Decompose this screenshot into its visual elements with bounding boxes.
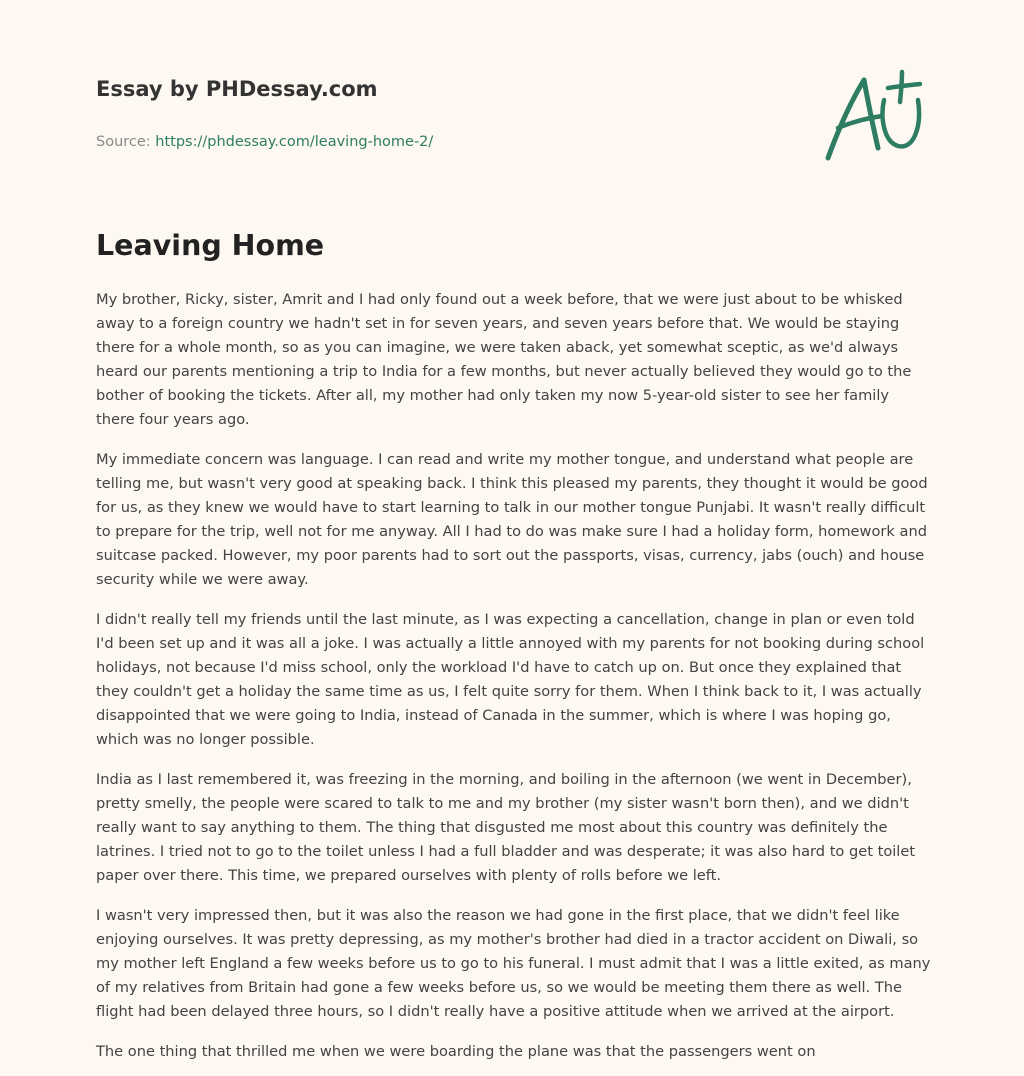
site-title: Essay by PHDessay.com <box>96 77 378 101</box>
essay-paragraph: I wasn't very impressed then, but it was also the reason we had gone in the first place, that we didn't feel like enjoying ourselves. It was pretty depressing, as my mother's brother had died in a tractor accident on Diwali, so my mother left England a few weeks before us to go to his funeral. I must admit that I was a little exited, as many of my relatives from Britain had gone a few weeks before us, so we would be meeting them there as well. The flight had been delayed three hours, so I didn't really have a positive attitude when we arrived at the airport. <box>96 907 931 1020</box>
source-line <box>96 132 796 152</box>
a-plus-grade-icon <box>818 66 930 166</box>
essay-paragraph: I didn't really tell my friends until the last minute, as I was expecting a cancellation, change in plan or even told I'd been set up and it was all a joke. I was actually a little annoyed with my parents for not booking during school holidays, not because I'd miss school, only the workload I'd have to catch up on. But once they explained that they couldn't get a holiday the same time as us, I felt quite sorry for them. When I think back to it, I was actually disappointed that we were going to India, instead of Canada in the summer, which is where I was hoping go, which was no longer possible. <box>96 611 925 748</box>
essay-paragraph: My brother, Ricky, sister, Amrit and I had only found out a week before, that we were just about to be whisked away to a foreign country we hadn't set in for seven years, and seven years before that. We would be staying there for a whole month, so as you can imagine, we were taken aback, yet somewhat sceptic, as we'd always heard our parents mentioning a trip to India for a few months, but never actually believed they would go to the bother of booking the tickets. After all, my mother had only taken my now 5-year-old sister to see her family there four years ago. <box>96 291 912 428</box>
essay-paragraph: India as I last remembered it, was freezing in the morning, and boiling in the afternoon (we went in December), pretty smelly, the people were scared to talk to me and my brother (my sister wasn't born then), and we didn't really want to say anything to them. The thing that disgusted me most about this country was definitely the latrines. I tried not to go to the toilet unless I had a full bladder and was desperate; it was also hard to get toilet paper over there. This time, we prepared ourselves with plenty of rolls before we left. <box>96 771 916 884</box>
source-link[interactable]: https://phdessay.com/leaving-home-2/ <box>155 134 434 150</box>
essay-content <box>96 226 932 1076</box>
essay-title: Leaving Home <box>96 229 325 262</box>
source-label: Source: <box>96 134 151 150</box>
essay-paragraph: My immediate concern was language. I can read and write my mother tongue, and understand what people are telling me, but wasn't very good at speaking back. I think this pleased my parents, they thought it would be good for us, as they knew we would have to start learning to talk in our mother tongue Punjabi. It wasn't really difficult to prepare for the trip, well not for me anyway. All I had to do was make sure I had a holiday form, homework and suitcase packed. However, my poor parents had to sort out the passports, visas, currency, jabs (ouch) and house security while we were away. <box>96 451 928 588</box>
essay-paragraph: The one thing that thrilled me when we were boarding the plane was that the passengers went on <box>96 1043 816 1060</box>
page-header <box>96 74 796 152</box>
